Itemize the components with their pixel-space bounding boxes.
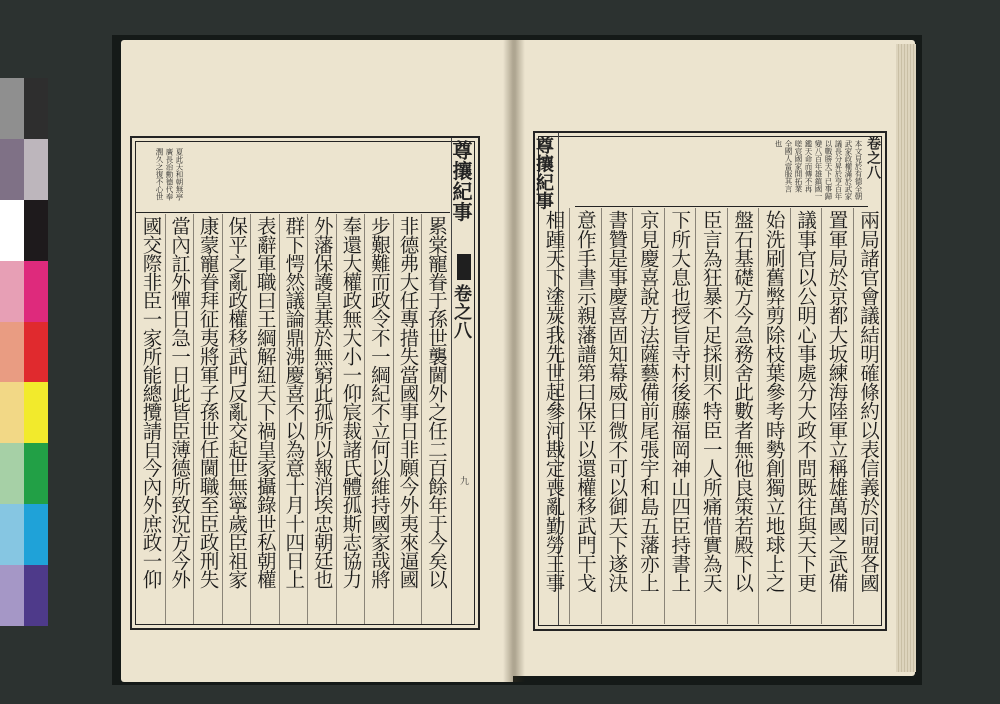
column-rule <box>695 208 696 624</box>
left-header-divider <box>135 212 450 213</box>
right-text-column: 兩局諸官會議結明確條約以表信義於同盟各國 <box>856 210 880 593</box>
right-text-column: 京見慶喜說方法薩藝備前尾張宇和島五藩亦上 <box>636 210 660 593</box>
right-note: 議長分昇於亨百年 <box>834 140 843 200</box>
color-swatch <box>24 78 48 139</box>
right-volume: 卷之八 <box>865 136 881 180</box>
left-note: 夏此天和朝無亭 <box>175 148 184 201</box>
column-rule <box>250 214 251 624</box>
right-text-column: 下所大息也授旨寺村後藤福岡神山四臣持書上 <box>668 210 692 593</box>
page-edges <box>896 44 916 672</box>
left-text-column: 國交際非臣一家所能總攬請自今內外庶政一仰 <box>139 216 163 589</box>
right-note: 本文見於有德全朝 <box>854 140 863 200</box>
color-swatch <box>24 261 48 322</box>
right-text-column: 議事官以公明心事處分大政不問既往與天下更 <box>794 210 818 593</box>
color-swatch <box>24 382 48 443</box>
color-swatch <box>0 565 24 626</box>
column-rule <box>853 208 854 624</box>
right-text-column: 始洗刷舊弊剪除枝葉參考時勢創獨立地球上之 <box>762 210 786 593</box>
color-swatch <box>0 78 24 139</box>
right-note: 變八百年雄鎮國一 <box>814 140 823 200</box>
color-swatch <box>24 322 48 383</box>
column-rule <box>790 208 791 624</box>
left-text-column: 群下愕然議論鼎沸慶喜不以為意十月十四日上 <box>282 216 306 589</box>
right-title: 尊攘紀事 <box>533 136 554 210</box>
right-text-column: 臣言為狂暴不足採則不特臣一人所痛惜實為天 <box>699 210 723 593</box>
column-rule <box>727 208 728 624</box>
right-note: 鑑天命而傳不再 <box>804 140 813 193</box>
left-note: 潤久之復不心世 <box>155 148 164 201</box>
color-swatch <box>0 443 24 504</box>
color-swatch <box>0 261 24 322</box>
left-text-column: 奉還大權政無大小一仰宸裁諸氏體孤斯志協力 <box>339 216 363 589</box>
color-swatch <box>24 565 48 626</box>
color-swatch <box>24 504 48 565</box>
left-text-column: 外藩保護皇基於無窮此孤所以報消埃忠朝廷也 <box>310 216 334 589</box>
column-rule <box>165 214 166 624</box>
color-swatch <box>0 382 24 443</box>
right-text-column: 置軍局於京都大坂練海陸軍立稱雄萬國之武備 <box>825 210 849 593</box>
column-rule <box>364 214 365 624</box>
left-text-column: 當內訌外憚日急一日此皆臣薄德所致況方今外 <box>168 216 192 589</box>
left-text-column: 步艱難而政令不一綱紀不立何以維持國家哉將 <box>367 216 391 589</box>
left-text-column: 康蒙寵眷拜征夷將軍子孫世任閫職至臣政刑失 <box>196 216 220 589</box>
column-rule <box>569 208 570 624</box>
right-note: 武家政權滿於武家 <box>844 140 853 200</box>
column-rule <box>307 214 308 624</box>
left-volume: 卷之八 <box>451 284 472 340</box>
color-swatch <box>0 322 24 383</box>
right-text-column: 書贊是事慶喜固知幕威日微不可以御天下遂決 <box>605 210 629 593</box>
column-rule <box>336 214 337 624</box>
right-text-column: 相踵天下塗炭我先世起參河戡定喪亂勤勞王事 <box>542 210 566 593</box>
left-note: 廣長治勳德代奉 <box>165 148 174 201</box>
column-rule <box>821 208 822 624</box>
column-rule <box>421 214 422 624</box>
column-rule <box>632 208 633 624</box>
column-rule <box>222 214 223 624</box>
right-header-divider <box>575 206 868 207</box>
left-text-column: 保平之亂政權移武門反亂交起世無寧歲臣祖家 <box>225 216 249 589</box>
color-swatch <box>24 443 48 504</box>
column-rule <box>393 214 394 624</box>
left-folio: 九 <box>460 477 470 487</box>
color-swatch <box>0 139 24 200</box>
column-rule <box>758 208 759 624</box>
left-title: 尊攘紀事 <box>449 140 473 222</box>
right-note: 以戰勝天下已事歸 <box>824 140 833 200</box>
book-gutter <box>503 40 525 682</box>
column-rule <box>664 208 665 624</box>
left-text-column: 非德弗大任專措失當國事日非願今外夷來逼國 <box>396 216 420 589</box>
right-note: 嗟宸國家開拓業 <box>794 140 803 193</box>
column-rule <box>193 214 194 624</box>
color-swatch <box>24 139 48 200</box>
color-swatch <box>0 504 24 565</box>
color-calibration-strip <box>0 78 48 626</box>
right-note: 全國人當服其言 <box>784 140 793 193</box>
left-text-column: 累棠寵眷于孫世襲閫外之任二百餘年于今矣以 <box>424 216 448 589</box>
right-text-column: 盤石基礎方今急務舍此數者無他良策若殿下以 <box>731 210 755 593</box>
right-text-column: 意作手書示親藩譜第曰保平以還權移武門干戈 <box>573 210 597 593</box>
right-note: 也 <box>774 140 783 148</box>
color-swatch <box>0 200 24 261</box>
left-text-column: 表辭軍職曰王綱解紐天下禍皇家攝錄世私朝權 <box>253 216 277 589</box>
color-swatch <box>24 200 48 261</box>
column-rule <box>279 214 280 624</box>
left-fishtail-mark <box>457 254 471 280</box>
column-rule <box>601 208 602 624</box>
